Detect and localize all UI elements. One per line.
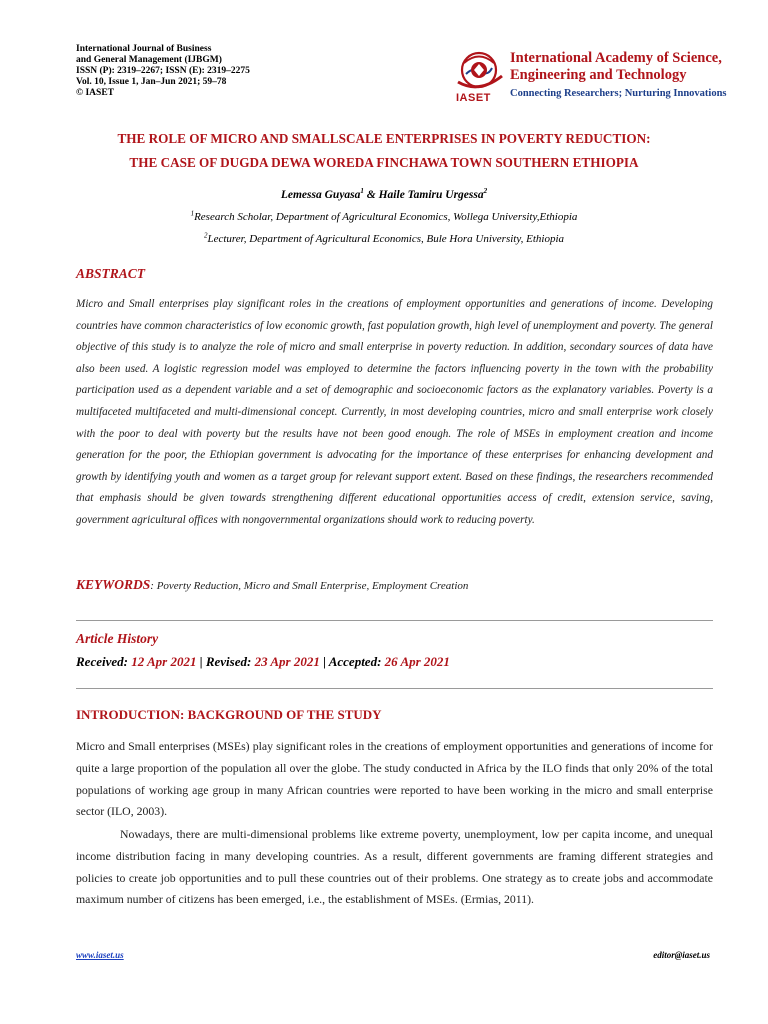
journal-name-line1: International Journal of Business (76, 44, 212, 54)
footer-website-link[interactable]: www.iaset.us (76, 950, 124, 960)
journal-issn: ISSN (P): 2319–2267; ISSN (E): 2319–2275 (76, 66, 250, 76)
affiliation-2-text: Lecturer, Department of Agricultural Economics, Bule Hora University, Ethiopia (207, 233, 565, 245)
revised-label: Revised: (205, 654, 255, 669)
author-2-sup: 2 (483, 187, 488, 196)
accepted-label: Accepted: (328, 654, 385, 669)
paper-title-line1: THE ROLE OF MICRO AND SMALLSCALE ENTERPRISES IN POVERTY REDUCTION: (117, 131, 651, 146)
logo-text (510, 50, 727, 101)
received-date: 12 Apr 2021 (131, 654, 197, 669)
affiliation-2-sup: 2 (203, 231, 208, 240)
journal-volume: Vol. 10, Issue 1, Jan–Jun 2021; 59–78 (76, 77, 227, 87)
received-label: Received: (76, 654, 132, 669)
logo-tagline: Connecting Researchers; Nurturing Innovations (510, 88, 727, 99)
affiliation-1-sup: 1 (190, 209, 195, 218)
article-history-heading: Article History (76, 631, 159, 646)
accepted-date: 26 Apr 2021 (384, 654, 450, 669)
affiliation-1-text: Research Scholar, Department of Agricultural Economics, Wollega University,Ethiopia (194, 211, 578, 223)
journal-info (76, 44, 250, 99)
abstract-heading: ABSTRACT (76, 266, 146, 281)
author-1: Lemessa Guyasa (280, 189, 361, 201)
divider-bottom (76, 688, 713, 689)
author-2: Haile Tamiru Urgessa (378, 189, 484, 201)
date-separator-2: | (319, 654, 329, 669)
journal-name-line2: and General Management (IJBGM) (76, 55, 222, 65)
footer-email: editor@iaset.us (653, 950, 710, 960)
article-dates (76, 654, 450, 670)
keywords-label: KEYWORDS (76, 577, 151, 592)
revised-date: 23 Apr 2021 (254, 654, 320, 669)
introduction-heading: INTRODUCTION: BACKGROUND OF THE STUDY (76, 707, 382, 722)
publisher-logo (452, 46, 727, 108)
author-1-sup: 1 (360, 187, 364, 196)
introduction-paragraph-2: Nowadays, there are multi-dimensional problems like extreme poverty, unemployment, low per capita income, and unequal income distribution facing in many developing countries. As a result, different governments are framing different strategies and policies to create job opportunities and to pull these countries out of their problems. One strategy as to create jobs and accommodate maximum number of citizens has been emerged, i.e., the establishment of MSEs. (Ermias, 2011). (76, 827, 713, 907)
abstract-text: Micro and Small enterprises play significant roles in the creations of employment opportunities and generations of income. Developing countries have common characteristics of low economic growth, fast population growth, high level of unemployment and poverty. The general objective of this study is to analyze the role of micro and small enterprise in poverty reduction. In addition, secondary sources of data have also been used. A logistic regression model was employed to determine the factors influencing poverty in the town with the probability participation used as a dependent variable and a set of demographic and socioeconomic factors as the explanatory variables. Poverty is a multifaceted multifaceted and multi-dimensional concept. Currently, in most developing countries, micro and small enterprise work closely with the poor to deal with poverty but the results have not been good enough. The role of MSEs in employment creation and income generation for the poor, the Ethiopian government is advocating for the importance of these enterprises for enhancing development and growth by identifying youth and women as a target group for relevant support extent. Based on these findings, the researchers recommended that emphasis should be given towards strengthening different educational opportunities access of credit, extension service, saving, government agricultural offices with nongovernmental organizations should work to reducing poverty. (76, 298, 713, 526)
date-separator-1: | (196, 654, 206, 669)
logo-title-line2: Engineering and Technology (510, 67, 687, 83)
keywords-text: : Poverty Reduction, Micro and Small Enterprise, Employment Creation (150, 580, 469, 592)
keywords (76, 577, 468, 593)
divider-top (76, 620, 713, 621)
affiliation-2 (60, 233, 708, 245)
logo-abbreviation: IASET (456, 92, 491, 104)
logo-title-line1: International Academy of Science, (510, 50, 722, 66)
paper-title-line2: THE CASE OF DUGDA DEWA WOREDA FINCHAWA TOWN SOUTHERN ETHIOPIA (129, 155, 639, 170)
affiliation-1 (60, 211, 708, 223)
introduction-paragraph-1: Micro and Small enterprises (MSEs) play significant roles in the creations of employment opportunities and generations of income for quite a large proportion of the population all over the globe. The study conducted in Africa by the ILO finds that only 20% of the total populations of working age group in many African countries were reported to have been working in the micro and small enterprise sector (ILO, 2003). (76, 739, 713, 819)
author-list (60, 189, 708, 201)
journal-copyright: © IASET (76, 88, 114, 98)
author-joiner: & (363, 189, 379, 201)
